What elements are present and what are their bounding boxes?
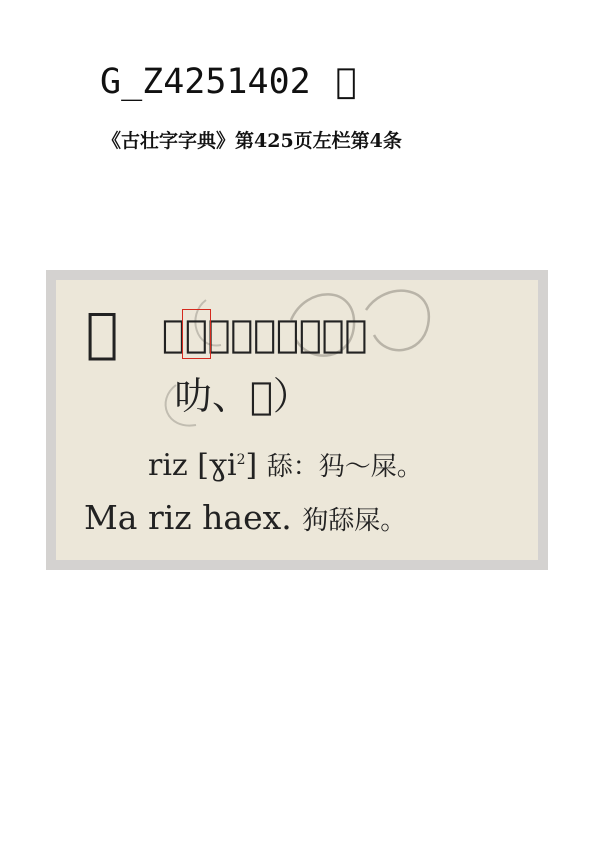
example-chinese: 狗舔屎。 [302,506,407,536]
ipa-transcription: [ɣi$^2$] [197,448,258,483]
pronunciation-line [148,440,423,487]
entry-character: 𬹿 [335,62,357,102]
dictionary-scan-frame [46,270,548,570]
source-citation: 《古壮字字典》第425页左栏第4条 [102,130,402,152]
highlighted-variant: 𬹿 [184,312,208,356]
example-zhuang: Ma riz haex. [84,498,292,537]
entry-code: G_Z4251402 [100,62,311,102]
variant-list-line-2: 叻、𦧨） [174,374,311,418]
gloss-text: 舔：犸～屎。 [266,452,423,482]
zhuang-word: riz [148,448,188,483]
variant-rest: 、如、嚀、𩚺、 [207,312,368,356]
variant-list [162,312,367,356]
entry-heading [100,58,357,106]
open-paren: （ [162,312,185,356]
headword: 𫞿 [86,300,119,364]
dictionary-scan [56,280,538,560]
example-line [84,496,406,543]
